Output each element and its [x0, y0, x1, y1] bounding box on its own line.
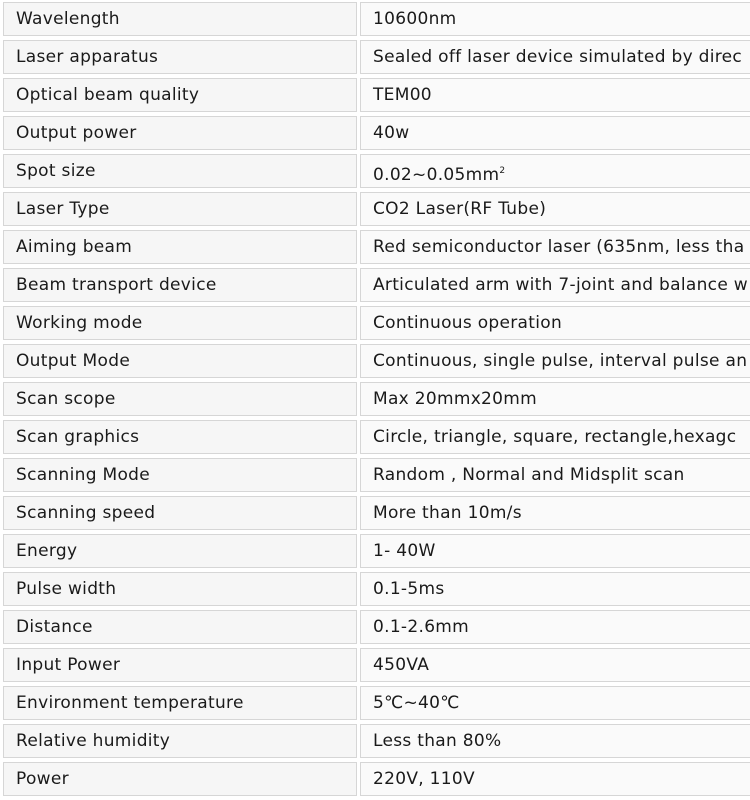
spec-label-cell	[0, 760, 359, 798]
spec-value: 10600nm	[373, 9, 457, 29]
spec-label-cell	[0, 304, 359, 342]
spec-value-container	[360, 306, 750, 340]
table-row	[0, 228, 750, 266]
spec-value-cell	[359, 152, 750, 190]
table-row	[0, 380, 750, 418]
spec-value: Random , Normal and Midsplit scan	[373, 465, 685, 485]
table-row	[0, 418, 750, 456]
spec-label-cell	[0, 684, 359, 722]
spec-label: Scanning speed	[3, 496, 357, 530]
table-row	[0, 190, 750, 228]
spec-value-cell	[359, 38, 750, 76]
spec-value-container	[360, 496, 750, 530]
spec-value-container	[360, 648, 750, 682]
spec-value-container	[360, 40, 750, 74]
spec-value-container	[360, 762, 750, 796]
spec-value-container	[360, 78, 750, 112]
spec-value-cell	[359, 684, 750, 722]
spec-label: Laser apparatus	[3, 40, 357, 74]
spec-label: Relative humidity	[3, 724, 357, 758]
spec-value-cell	[359, 342, 750, 380]
spec-value-cell	[359, 608, 750, 646]
spec-value: 1- 40W	[373, 541, 436, 561]
table-row	[0, 38, 750, 76]
spec-value: Continuous operation	[373, 313, 563, 333]
spec-label-cell	[0, 646, 359, 684]
spec-label: Distance	[3, 610, 357, 644]
spec-value-container	[360, 724, 750, 758]
spec-value-container	[360, 230, 750, 264]
spec-value-container	[360, 192, 750, 226]
spec-label-cell	[0, 38, 359, 76]
spec-label: Pulse width	[3, 572, 357, 606]
spec-value: Circle, triangle, square, rectangle,hexagc	[373, 427, 737, 447]
spec-label-cell	[0, 76, 359, 114]
spec-label-cell	[0, 608, 359, 646]
spec-label-cell	[0, 722, 359, 760]
spec-value: TEM00	[373, 85, 432, 105]
spec-value-cell	[359, 494, 750, 532]
table-row	[0, 494, 750, 532]
spec-value: More than 10m/s	[373, 503, 522, 523]
spec-value-cell	[359, 722, 750, 760]
spec-label-cell	[0, 456, 359, 494]
table-row	[0, 266, 750, 304]
spec-value: 450VA	[373, 655, 430, 675]
spec-label: Scan scope	[3, 382, 357, 416]
spec-value-cell	[359, 532, 750, 570]
table-row	[0, 304, 750, 342]
spec-label: Laser Type	[3, 192, 357, 226]
table-row	[0, 722, 750, 760]
spec-label: Scan graphics	[3, 420, 357, 454]
spec-label-cell	[0, 570, 359, 608]
table-row	[0, 456, 750, 494]
spec-value-container	[360, 458, 750, 492]
spec-value-container	[360, 344, 750, 378]
spec-label-cell	[0, 266, 359, 304]
spec-label-cell	[0, 494, 359, 532]
spec-value: Continuous, single pulse, interval pulse an	[373, 351, 748, 371]
spec-label-cell	[0, 0, 359, 38]
spec-value-cell	[359, 304, 750, 342]
spec-label: Beam transport device	[3, 268, 357, 302]
spec-label-cell	[0, 380, 359, 418]
table-row	[0, 570, 750, 608]
spec-value: 0.1-5ms	[373, 579, 445, 599]
spec-value-cell	[359, 266, 750, 304]
spec-label-cell	[0, 190, 359, 228]
spec-label: Aiming beam	[3, 230, 357, 264]
spec-value: 0.02~0.05mm	[373, 165, 500, 185]
spec-label: Spot size	[3, 154, 357, 188]
spec-label-cell	[0, 228, 359, 266]
spec-value: Max 20mmx20mm	[373, 389, 538, 409]
table-row	[0, 114, 750, 152]
spec-label: Input Power	[3, 648, 357, 682]
table-row	[0, 760, 750, 798]
spec-value-cell	[359, 760, 750, 798]
spec-value: 220V, 110V	[373, 769, 475, 789]
spec-label-cell	[0, 418, 359, 456]
table-row	[0, 532, 750, 570]
spec-value-container	[360, 2, 750, 36]
spec-label-cell	[0, 152, 359, 190]
spec-value-cell	[359, 456, 750, 494]
spec-value-cell	[359, 76, 750, 114]
spec-value: Articulated arm with 7-joint and balance w	[373, 275, 748, 295]
spec-value-container	[360, 686, 750, 720]
spec-value-cell	[359, 0, 750, 38]
spec-value-cell	[359, 418, 750, 456]
spec-label-cell	[0, 532, 359, 570]
spec-value-cell	[359, 646, 750, 684]
spec-value-cell	[359, 380, 750, 418]
spec-label: Output power	[3, 116, 357, 150]
spec-value-container	[360, 572, 750, 606]
spec-label: Optical beam quality	[3, 78, 357, 112]
table-row	[0, 684, 750, 722]
spec-value: 5℃~40℃	[373, 693, 460, 713]
table-row	[0, 0, 750, 38]
spec-value-cell	[359, 570, 750, 608]
spec-value: Red semiconductor laser (635nm, less tha	[373, 237, 745, 257]
spec-value: Less than 80%	[373, 731, 502, 751]
spec-value-container	[360, 382, 750, 416]
spec-value-container	[360, 610, 750, 644]
spec-value-container	[360, 154, 750, 188]
spec-label-cell	[0, 114, 359, 152]
spec-value: Sealed off laser device simulated by direc	[373, 47, 743, 67]
spec-value-container	[360, 534, 750, 568]
table-row	[0, 646, 750, 684]
spec-label: Power	[3, 762, 357, 796]
spec-value-container	[360, 420, 750, 454]
spec-label: Output Mode	[3, 344, 357, 378]
table-row	[0, 152, 750, 190]
table-row	[0, 342, 750, 380]
spec-value-cell	[359, 190, 750, 228]
spec-value: CO2 Laser(RF Tube)	[373, 199, 547, 219]
spec-value-container	[360, 116, 750, 150]
spec-value-container	[360, 268, 750, 302]
spec-value: 40w	[373, 123, 410, 143]
unit-superscript: 2	[499, 166, 506, 176]
spec-label: Scanning Mode	[3, 458, 357, 492]
spec-value: 0.1-2.6mm	[373, 617, 470, 637]
spec-value-cell	[359, 228, 750, 266]
spec-label: Energy	[3, 534, 357, 568]
table-row	[0, 76, 750, 114]
spec-value-cell	[359, 114, 750, 152]
spec-label: Wavelength	[3, 2, 357, 36]
spec-label: Environment temperature	[3, 686, 357, 720]
spec-label-cell	[0, 342, 359, 380]
table-row	[0, 608, 750, 646]
spec-label: Working mode	[3, 306, 357, 340]
